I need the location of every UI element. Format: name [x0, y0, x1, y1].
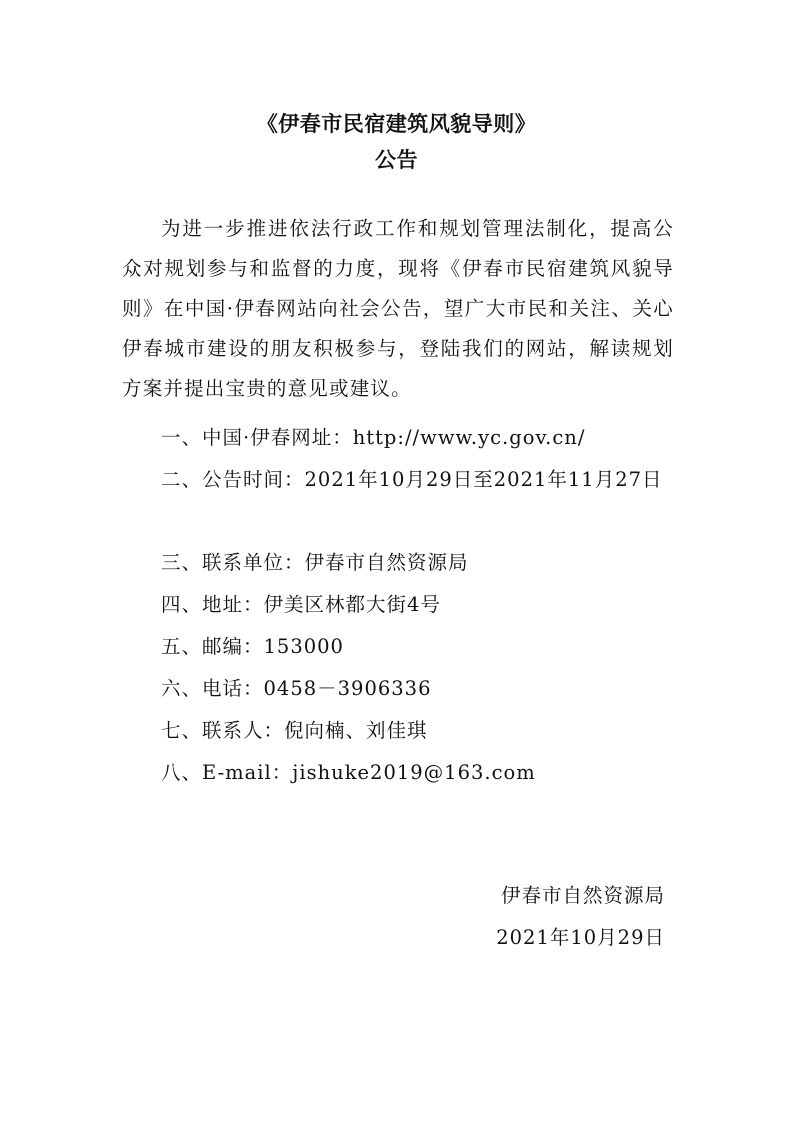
item-contact-unit — [122, 543, 674, 583]
item-contact-unit-value: 伊春市自然资源局 — [304, 551, 469, 574]
intro-paragraph: 为进一步推进依法行政工作和规划管理法制化，提高公众对规划参与和监督的力度，现将《伊春市民宿建筑风貌导则》在中国·伊春网站向社会公告，望广大市民和关注、关心伊春城市建设的朋友积极参与，登陆我们的网站，解读规划方案并提出宝贵的意见或建议。 — [122, 217, 674, 400]
item-website — [122, 418, 674, 458]
item-contact-unit-label: 三、联系单位： — [161, 551, 305, 574]
item-website-label: 一、中国·伊春网址： — [161, 426, 353, 449]
item-phone-value: 0458－3906336 — [263, 677, 432, 700]
item-website-value: http://www.yc.gov.cn/ — [352, 426, 586, 449]
item-email-value: jishuke2019@163.com — [292, 761, 536, 784]
item-contact-person — [122, 711, 674, 751]
item-contact-person-label: 七、联系人： — [161, 719, 285, 742]
item-phone-label: 六、电话： — [161, 677, 264, 700]
document-subtitle: 公告 — [375, 148, 418, 172]
item-period-value: 2021年10月29日至2021年11月27日 — [304, 468, 663, 491]
item-period-label: 二、公告时间： — [161, 468, 305, 491]
signature-org: 伊春市自然资源局 — [500, 884, 665, 907]
item-contact-person-value: 倪向楠、刘佳琪 — [284, 719, 428, 742]
signature-date: 2021年10月29日 — [496, 926, 665, 949]
item-email-label: 八、E-mail： — [161, 761, 293, 784]
item-address-label: 四、地址： — [161, 593, 264, 616]
item-address-value: 伊美区林都大街4号 — [263, 593, 441, 616]
item-postcode-value: 153000 — [263, 635, 344, 658]
item-email — [122, 753, 674, 793]
item-postcode — [122, 627, 674, 667]
item-address — [122, 585, 674, 625]
item-postcode-label: 五、邮编： — [161, 635, 264, 658]
item-phone — [122, 669, 674, 709]
document-title: 《伊春市民宿建筑风貌导则》 — [256, 112, 537, 136]
item-period — [122, 460, 674, 500]
